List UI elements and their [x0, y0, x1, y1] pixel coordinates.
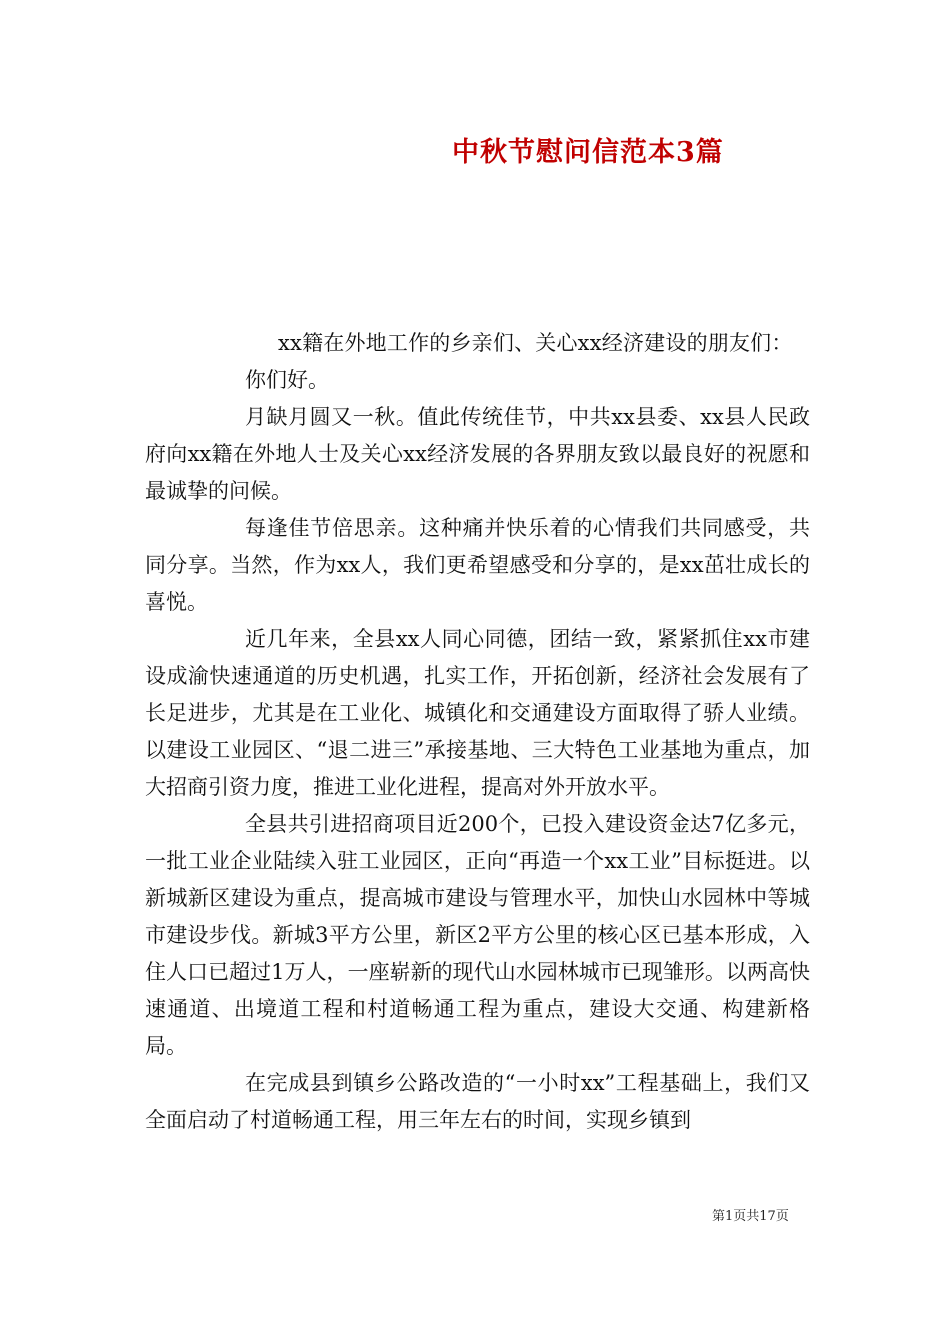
page-number-footer: 第1页共17页	[712, 1209, 789, 1224]
greeting-line: xx籍在外地工作的乡亲们、关心xx经济建设的朋友们：	[278, 331, 793, 355]
paragraph: 在完成县到镇乡公路改造的“一小时xx”工程基础上，我们又全面启动了村道畅通工程，用三年左右的时间，实现乡镇到	[145, 1071, 810, 1132]
paragraph: 全县共引进招商项目近200个，已投入建设资金达7亿多元，一批工业企业陆续入驻工业园区，正向“再造一个xx工业”目标挺进。以新城新区建设为重点，提高城市建设与管理水平，加快山水园林中等城市建设步伐。新城3平方公里，新区2平方公里的核心区已基本形成，入住人口已超过1万人，一座崭新的现代山水园林城市已现雏形。以两高快速通道、出境道工程和村道畅通工程为重点，建设大交通、构建新格局。	[145, 812, 810, 1058]
salutation-line: 你们好。	[245, 368, 329, 392]
paragraph: 每逢佳节倍思亲。这种痛并快乐着的心情我们共同感受，共同分享。当然，作为xx人，我们更希望感受和分享的，是xx茁壮成长的喜悦。	[145, 516, 810, 614]
document-body	[145, 325, 810, 1139]
paragraph: 近几年来，全县xx人同心同德，团结一致，紧紧抓住xx市建设成渝快速通道的历史机遇，扎实工作，开拓创新，经济社会发展有了长足进步，尤其是在工业化、城镇化和交通建设方面取得了骄人业绩。以建设工业园区、“退二进三”承接基地、三大特色工业基地为重点，加大招商引资力度，推进工业化进程，提高对外开放水平。	[145, 627, 810, 799]
document-title: 中秋节慰问信范本3篇	[452, 137, 724, 168]
paragraph: 月缺月圆又一秋。值此传统佳节，中共xx县委、xx县人民政府向xx籍在外地人士及关心xx经济发展的各界朋友致以最良好的祝愿和最诚挚的问候。	[145, 405, 810, 503]
